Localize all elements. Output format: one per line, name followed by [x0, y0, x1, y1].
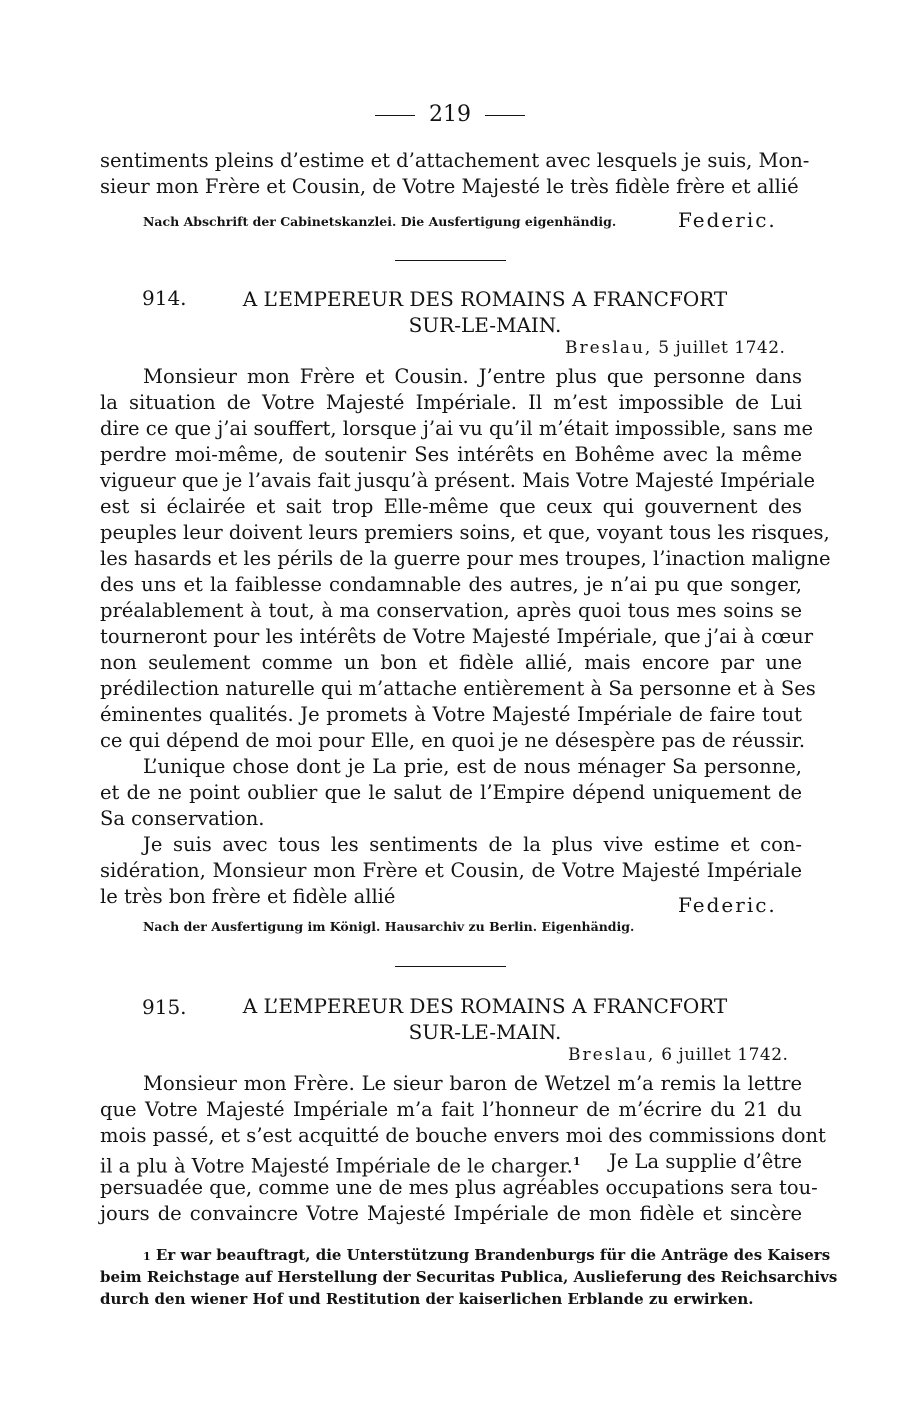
letter-date: 6 juillet 1742.: [661, 1045, 789, 1065]
body-line: persuadée que, comme une de mes plus agréables occupations sera tou-: [100, 1176, 818, 1199]
body-line-segment: il a plu à Votre Majesté Impériale de le charger.$^1$: [100, 1154, 581, 1178]
body-line: Monsieur mon Frère. Le sieur baron de Wetzel m’a remis la lettre: [143, 1072, 802, 1095]
body-line: les hasards et les périls de la guerre pour mes troupes, l’inaction maligne: [100, 547, 831, 570]
page-number-dash-right: [485, 115, 525, 116]
body-line: est si éclairée et sait trop Elle-même que ceux qui gouvernent des: [100, 495, 802, 518]
letter-date: 5 juillet 1742.: [658, 338, 786, 358]
body-line: peuples leur doivent leurs premiers soins, et que, voyant tous les risques,: [100, 521, 830, 544]
body-line: Monsieur mon Frère et Cousin. J’entre plus que personne dans: [143, 365, 802, 388]
body-line: perdre moi-même, de soutenir Ses intérêts en Bohême avec la même: [100, 443, 802, 466]
footnote-line: 1 Er war beauftragt, die Unterstützung Brandenburgs für die Anträge des Kaisers: [143, 1246, 831, 1264]
section-divider: [395, 260, 506, 261]
body-line: jours de convaincre Votre Majesté Impériale de mon fidèle et sincère: [100, 1202, 802, 1225]
body-line: mois passé, et s’est acquitté de bouche envers moi des commissions dont: [100, 1124, 826, 1147]
footnote-line: beim Reichstage auf Herstellung der Securitas Publica, Auslieferung des Reichsarchivs: [100, 1268, 838, 1286]
source-note: Nach Abschrift der Cabinetskanzlei. Die Ausfertigung eigenhändig.: [143, 214, 617, 229]
letter-dateline: [568, 1045, 788, 1065]
body-line: dire ce que j’ai souffert, lorsque j’ai vu qu’il m’était impossible, sans me: [100, 417, 814, 440]
body-line: prédilection naturelle qui m’attache entièrement à Sa personne et à Ses: [100, 677, 816, 700]
footnote-reference[interactable]: 1: [572, 1155, 581, 1168]
body-line: préalablement à tout, à ma conservation, après quoi tous mes soins se: [100, 599, 802, 622]
body-line: non seulement comme un bon et fidèle allié, mais encore par une: [100, 651, 802, 674]
letter-number: 914.: [142, 286, 187, 310]
letter-heading: A L’EMPEREUR DES ROMAINS A FRANCFORT: [242, 994, 728, 1018]
body-line: Je suis avec tous les sentiments de la plus vive estime et con-: [143, 833, 802, 856]
body-line: des uns et la faiblesse condamnable des autres, je n’ai pu que songer,: [100, 573, 802, 596]
letter-heading: SUR-LE-MAIN.: [408, 313, 562, 337]
body-line: le très bon frère et fidèle allié: [100, 885, 396, 908]
section-divider: [395, 966, 506, 967]
signature: Federic.: [678, 893, 777, 917]
letter-dateline: [565, 338, 785, 358]
intro-line: sentiments pleins d’estime et d’attachement avec lesquels je suis, Mon-: [100, 149, 810, 172]
body-line: la situation de Votre Majesté Impériale. Il m’est impossible de Lui: [100, 391, 802, 414]
signature: Federic.: [678, 208, 777, 232]
letter-heading: SUR-LE-MAIN.: [408, 1020, 562, 1044]
body-line: Sa conservation.: [100, 807, 265, 830]
body-line: sidération, Monsieur mon Frère et Cousin, de Votre Majesté Impériale: [100, 859, 802, 882]
page-number: 219: [0, 100, 900, 130]
body-line-segment: Je La supplie d’être: [609, 1150, 802, 1173]
body-line: tourneront pour les intérêts de Votre Majesté Impériale, que j’ai à cœur: [100, 625, 814, 648]
letter-place: Breslau,: [565, 338, 653, 358]
letter-heading: A L’EMPEREUR DES ROMAINS A FRANCFORT: [242, 287, 728, 311]
body-line: vigueur que je l’avais fait jusqu’à présent. Mais Votre Majesté Impériale: [100, 469, 815, 492]
body-line: et de ne point oublier que le salut de l’Empire dépend uniquement de: [100, 781, 802, 804]
page-number-dash-left: [375, 115, 415, 116]
intro-line: sieur mon Frère et Cousin, de Votre Majesté le très fidèle frère et allié: [100, 175, 799, 198]
body-line: L’unique chose dont je La prie, est de nous ménager Sa personne,: [143, 755, 802, 778]
body-line: éminentes qualités. Je promets à Votre Majesté Impériale de faire tout: [100, 703, 802, 726]
body-line: ce qui dépend de moi pour Elle, en quoi je ne désespère pas de réussir.: [100, 729, 806, 752]
body-line: que Votre Majesté Impériale m’a fait l’honneur de m’écrire du 21 du: [100, 1098, 802, 1121]
source-note: Nach der Ausfertigung im Königl. Hausarchiv zu Berlin. Eigenhändig.: [143, 919, 635, 934]
footnote-line: durch den wiener Hof und Restitution der kaiserlichen Erblande zu erwirken.: [100, 1290, 754, 1308]
letter-number: 915.: [142, 995, 187, 1019]
letter-place: Breslau,: [568, 1045, 656, 1065]
footnote-mark: 1: [143, 1250, 151, 1263]
